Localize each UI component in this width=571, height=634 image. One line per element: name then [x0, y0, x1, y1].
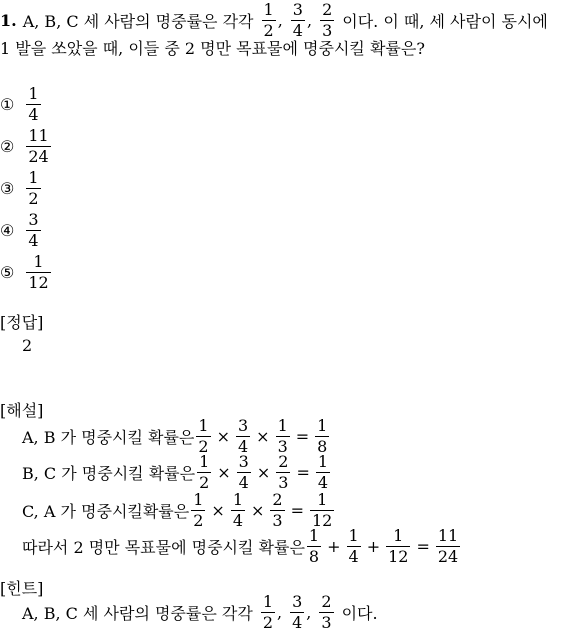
problem-number: 1. [0, 11, 17, 30]
choice-fraction: $\frac{1}{4}$ [28, 84, 39, 124]
solution-line-2: B, C 가 명중시킬 확률은 $\frac{1}{2}$ × $\frac{3}{4}$ × $\frac{2}{3}$ = $\frac{1}{4}$ [22, 452, 329, 492]
choice-fraction: $\frac{3}{4}$ [28, 210, 39, 250]
solution-line-4: 따라서 2 명만 목표물에 명중시킬 확률은 $\frac{1}{8}$ + $\frac{1}{4}$ + $\frac{1}{12}$ = $\frac{11}{24}$ [22, 526, 459, 566]
choice-fraction: $\frac{11}{24}$ [28, 126, 49, 166]
choice-3[interactable] [0, 170, 43, 207]
problem-text-c: 1 발을 쏘았을 때, 이들 중 2 명만 목표물에 명중시킬 확률은? [0, 39, 425, 58]
choice-mark: ⑤ [0, 263, 15, 282]
choice-4[interactable] [0, 212, 43, 249]
choice-mark: ③ [0, 179, 15, 198]
choice-2[interactable] [0, 128, 53, 165]
answer-label: [정답] [0, 313, 44, 332]
rate-fraction: $\frac{2}{3}$ [322, 0, 333, 40]
hint-line: A, B, C 세 사람의 명중률은 각각 $\frac{1}{2}$ , $\frac{3}{4}$ , $\frac{2}{3}$ 이다. [22, 592, 378, 632]
solution-line-3: C, A 가 명중시킬확률은 $\frac{1}{2}$ × $\frac{1}{4}$ × $\frac{2}{3}$ = $\frac{1}{12}$ [22, 490, 333, 530]
hint-label: [힌트] [0, 579, 44, 598]
solution-label: [해설] [0, 401, 44, 420]
problem-text-a: A, B, C 세 사람의 명중률은 각각 [22, 12, 254, 31]
rate-fraction: $\frac{1}{2}$ [263, 0, 274, 40]
answer-value: 2 [22, 336, 33, 355]
problem-line-1: 1. A, B, C 세 사람의 명중률은 각각 $\frac{1}{2}$ , $\frac{3}{4}$ , $\frac{2}{3}$ 이다. 이 때, 세 사람이 동시에 [0, 0, 548, 40]
solution-line-1: A, B 가 명중시킬 확률은 $\frac{1}{2}$ × $\frac{3}{4}$ × $\frac{1}{3}$ = $\frac{1}{8}$ [22, 416, 328, 456]
problem-line-2 [0, 36, 425, 59]
choice-mark: ② [0, 137, 15, 156]
problem-text-b: 이다. 이 때, 세 사람이 동시에 [342, 12, 548, 31]
choice-1[interactable] [0, 86, 43, 123]
choice-fraction: $\frac{1}{2}$ [28, 168, 39, 208]
choice-mark: ① [0, 95, 15, 114]
choice-5[interactable] [0, 254, 53, 291]
choice-fraction: $\frac{1}{12}$ [28, 252, 49, 292]
choice-mark: ④ [0, 221, 15, 240]
rate-fraction: $\frac{3}{4}$ [292, 0, 303, 40]
